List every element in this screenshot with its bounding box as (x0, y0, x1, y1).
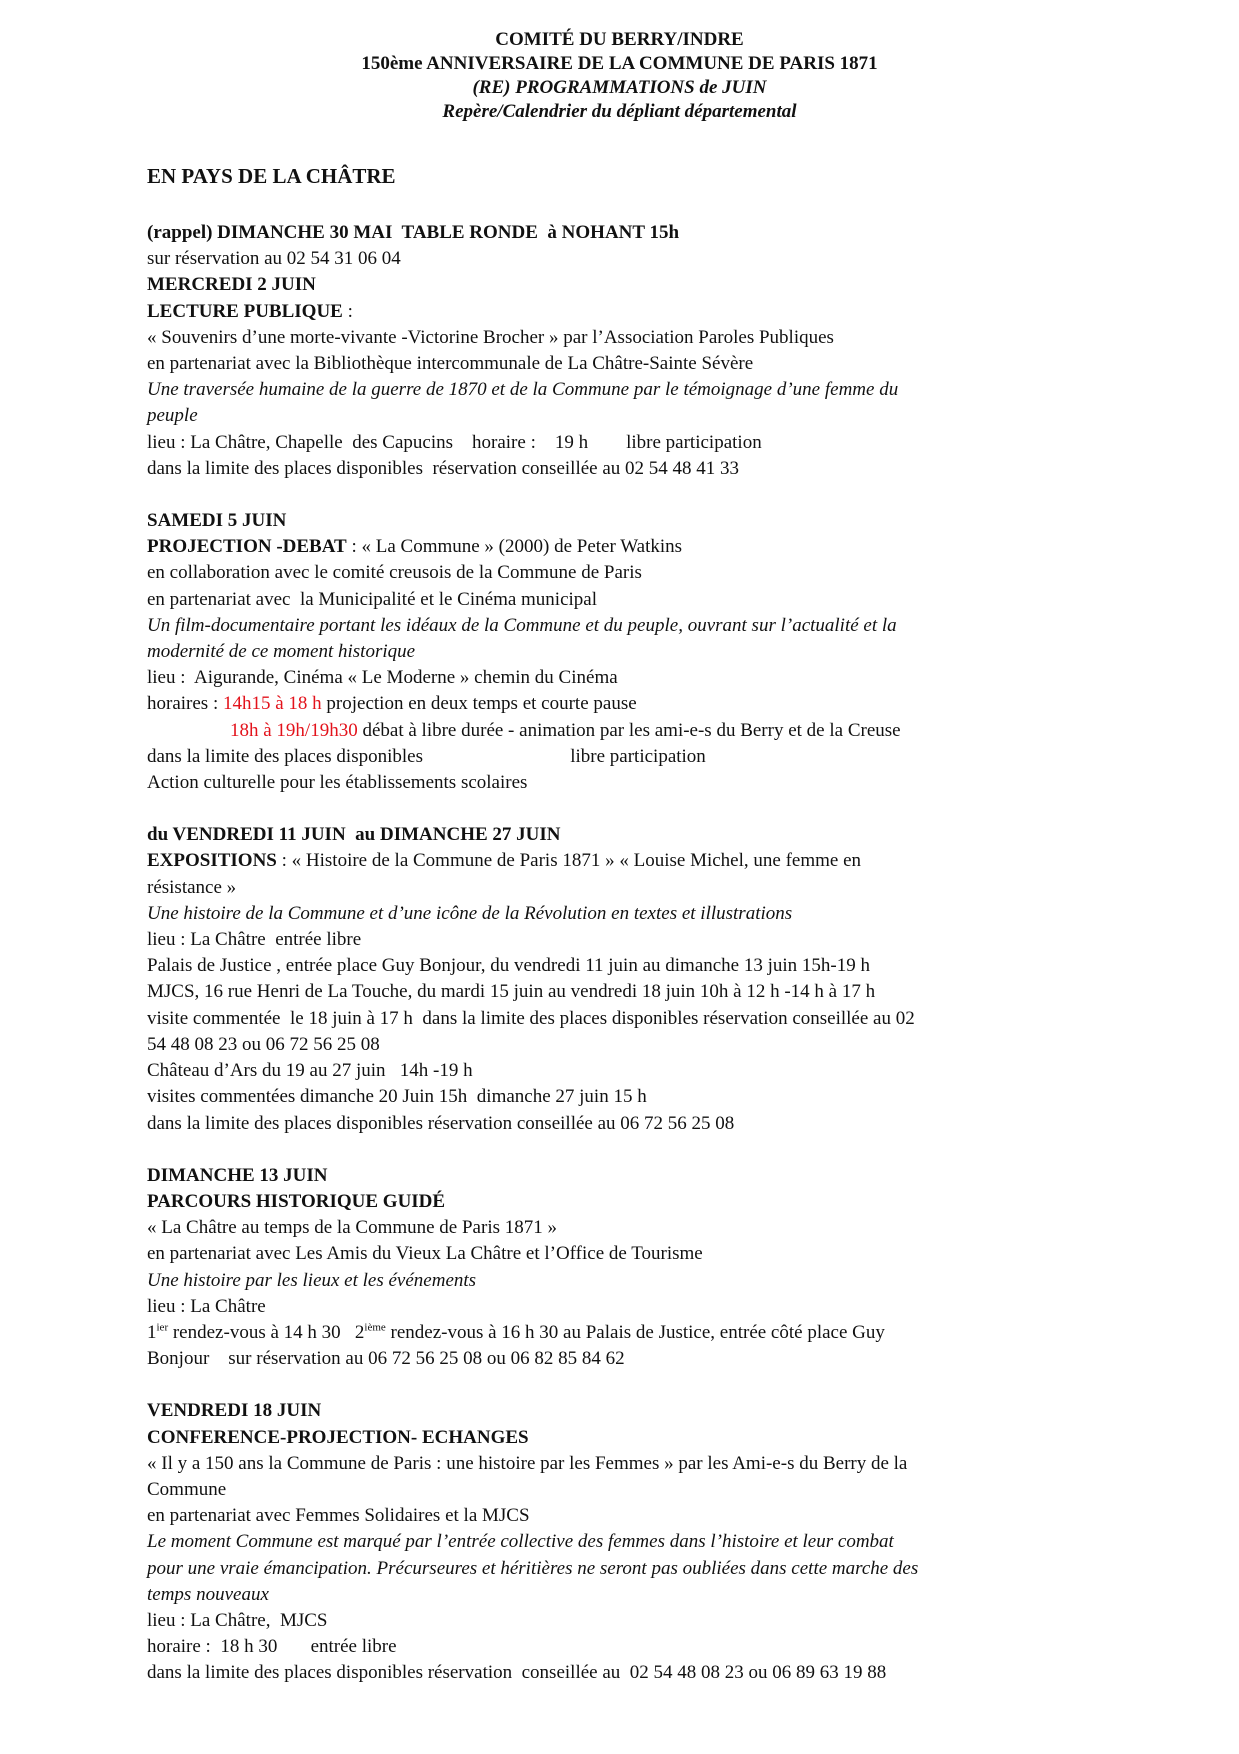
event-type: EXPOSITIONS (147, 850, 277, 872)
event-guided-tour (147, 1163, 1087, 1373)
event-reservation: sur réservation au 02 54 31 06 04 (147, 248, 401, 270)
event-place: lieu : La Châtre entrée libre (147, 929, 362, 951)
rdv2-number: 2 (354, 1321, 365, 1343)
event-partner: en partenariat avec la Bibliothèque intercommunale de La Châtre-Sainte Sévère (147, 353, 754, 375)
hours-time-2: 18h à 19h/19h30 (230, 719, 358, 741)
rdv2-text: rendez-vous à 16 h 30 au Palais de Justice, entrée côté place Guy (385, 1321, 885, 1343)
event-type: PARCOURS HISTORIQUE GUIDÉ (147, 1190, 446, 1212)
header-calendar: Repère/Calendrier du dépliant départemental (442, 101, 797, 122)
event-date: SAMEDI 5 JUIN (147, 510, 287, 532)
event-description: Une histoire par les lieux et les événements (147, 1269, 477, 1291)
event-partner: en partenariat avec Femmes Solidaires et la MJCS (147, 1505, 530, 1527)
event-rendezvous-cont: Bonjour sur réservation au 06 72 56 25 08 ou 06 82 85 84 62 (147, 1348, 625, 1370)
hours-time-1: 14h15 à 18 h (222, 693, 322, 715)
document-body (147, 162, 1087, 1687)
rdv1-number: 1 (147, 1321, 157, 1343)
event-venue-2: MJCS, 16 rue Henri de La Touche, du mardi 15 juin au vendredi 18 juin 10h à 12 h -14 h à 17 h (147, 981, 876, 1003)
event-limit: dans la limite des places disponibles réservation conseillée au 06 72 56 25 08 (147, 1112, 735, 1134)
event-description-cont: pour une vraie émancipation. Précurseures et héritières ne seront pas oubliées dans cette marche des (147, 1557, 919, 1579)
event-title-line: « La Châtre au temps de la Commune de Paris 1871 » (147, 1217, 557, 1239)
event-date: MERCREDI 2 JUIN (147, 274, 316, 296)
event-description-end: temps nouveaux (147, 1583, 269, 1605)
event-description-cont: peuple (147, 405, 198, 427)
event-type-suffix-cont: résistance » (147, 876, 237, 898)
event-guided-1: visite commentée le 18 juin à 17 h dans la limite des places disponibles réservation conseillée au 02 (147, 1007, 915, 1029)
event-venue-1: Palais de Justice , entrée place Guy Bonjour, du vendredi 11 juin au dimanche 13 juin 15h-19 h (147, 955, 871, 977)
event-title-line-cont: Commune (147, 1478, 227, 1500)
event-type-suffix: : « Histoire de la Commune de Paris 1871 » « Louise Michel, une femme en (276, 850, 862, 872)
header-programming: (RE) PROGRAMMATIONS de JUIN (472, 77, 767, 98)
event-guided-2: 54 48 08 23 ou 06 72 56 25 08 (147, 1033, 380, 1055)
event-date: du VENDREDI 11 JUIN au DIMANCHE 27 JUIN (147, 824, 561, 846)
event-hours: horaire : 18 h 30 entrée libre (147, 1636, 397, 1658)
event-type: PROJECTION -DEBAT (147, 536, 347, 558)
event-venue-3: Château d’Ars du 19 au 27 juin 14h -19 h (147, 1060, 473, 1082)
event-type: LECTURE PUBLIQUE (147, 300, 343, 322)
event-description-cont: modernité de ce moment historique (147, 641, 416, 663)
event-place: lieu : Aigurande, Cinéma « Le Moderne » chemin du Cinéma (147, 667, 618, 689)
event-date: DIMANCHE 13 JUIN (147, 1164, 328, 1186)
event-limit: dans la limite des places disponibles libre participation (147, 745, 706, 767)
document-header (0, 28, 1239, 124)
event-type: CONFERENCE-PROJECTION- ECHANGES (147, 1426, 529, 1448)
event-description: Un film-documentaire portant les idéaux de la Commune et du peuple, ouvrant sur l’actualité et la (147, 614, 897, 636)
event-lecture (147, 272, 1087, 482)
hours-text-2: débat à libre durée - animation par les ami-e-s du Berry et de la Creuse (357, 719, 901, 741)
rdv1-text: rendez-vous à 14 h 30 (168, 1321, 355, 1343)
event-place: lieu : La Châtre, Chapelle des Capucins horaire : 19 h libre participation (147, 431, 762, 453)
event-type-suffix: : « La Commune » (2000) de Peter Watkins (346, 536, 683, 558)
event-place: lieu : La Châtre (147, 1295, 266, 1317)
event-description: Une traversée humaine de la guerre de 1870 et de la Commune par le témoignage d’une femme du (147, 379, 899, 401)
event-partner: en partenariat avec Les Amis du Vieux La Châtre et l’Office de Tourisme (147, 1243, 703, 1265)
event-date: VENDREDI 18 JUIN (147, 1400, 322, 1422)
region-title: EN PAYS DE LA CHÂTRE (147, 164, 396, 188)
event-limit: dans la limite des places disponibles réservation conseillée au 02 54 48 41 33 (147, 457, 740, 479)
event-projection (147, 508, 1087, 796)
event-partner: en partenariat avec la Municipalité et le Cinéma municipal (147, 588, 598, 610)
event-description: Le moment Commune est marqué par l’entrée collective des femmes dans l’histoire et leur combat (147, 1531, 894, 1553)
rdv1-ordinal: ier (156, 1321, 169, 1334)
event-rendezvous (147, 1320, 1087, 1346)
event-place: lieu : La Châtre, MJCS (147, 1609, 328, 1631)
hours-label: horaires : (147, 693, 223, 715)
header-committee: COMITÉ DU BERRY/INDRE (495, 29, 744, 50)
header-anniversary: 150ème ANNIVERSAIRE DE LA COMMUNE DE PARIS 1871 (361, 53, 878, 74)
event-title-line: « Il y a 150 ans la Commune de Paris : une histoire par les Femmes » par les Ami-e-s du Berry de la (147, 1452, 908, 1474)
event-action: Action culturelle pour les établissements scolaires (147, 772, 528, 794)
event-type-suffix: : (342, 300, 353, 322)
event-collab: en collaboration avec le comité creusois de la Commune de Paris (147, 562, 642, 584)
event-title: (rappel) DIMANCHE 30 MAI TABLE RONDE à NOHANT 15h (147, 222, 680, 243)
event-description: Une histoire de la Commune et d’une icône de la Révolution en textes et illustrations (147, 902, 793, 924)
event-conference (147, 1398, 1087, 1686)
event-exhibitions (147, 822, 1087, 1136)
event-title-line: « Souvenirs d’une morte-vivante -Victorine Brocher » par l’Association Paroles Publiques (147, 326, 834, 348)
event-reminder (147, 220, 1087, 272)
event-limit: dans la limite des places disponibles réservation conseillée au 02 54 48 08 23 ou 06 89 63 19 88 (147, 1662, 887, 1684)
event-guided-3: visites commentées dimanche 20 Juin 15h dimanche 27 juin 15 h (147, 1086, 647, 1108)
rdv2-ordinal: ième (364, 1321, 386, 1334)
hours-text-1: projection en deux temps et courte pause (321, 693, 637, 715)
